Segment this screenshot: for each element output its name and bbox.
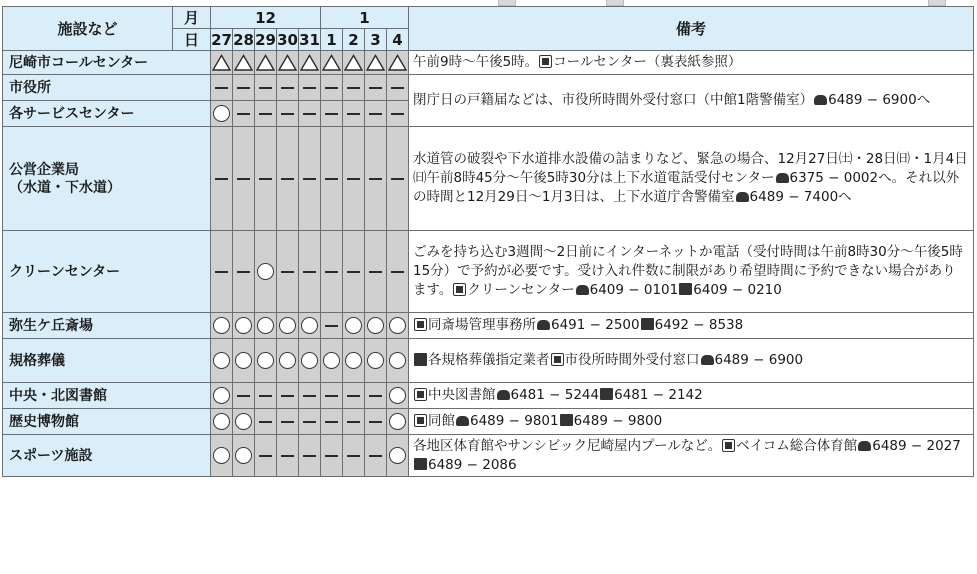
- facility-name: 中央・北図書館: [3, 383, 211, 409]
- closed-dash-icon: [325, 421, 338, 423]
- open-circle-icon: [389, 387, 406, 404]
- fax-icon: [600, 388, 613, 400]
- facility-name: 弥生ケ丘斎場: [3, 313, 211, 339]
- open-circle-icon: [323, 352, 340, 369]
- closed-dash-icon: [259, 113, 272, 115]
- status-cell: [299, 383, 321, 409]
- status-cell: [299, 435, 321, 477]
- closed-dash-icon: [281, 395, 294, 397]
- open-circle-icon: [213, 413, 230, 430]
- day-header: 29: [255, 30, 276, 49]
- open-circle-icon: [235, 317, 252, 334]
- status-cell: [255, 231, 277, 313]
- closed-dash-icon: [303, 455, 316, 457]
- note-text: 市役所時間外受付窓口: [564, 352, 700, 368]
- status-cell: [387, 51, 409, 75]
- day-header: 28: [233, 30, 254, 49]
- open-circle-icon: [301, 317, 318, 334]
- day-header: 4: [387, 29, 409, 51]
- inquiry-icon: [539, 55, 552, 68]
- open-circle-icon: [389, 413, 406, 430]
- status-cell: [387, 127, 409, 231]
- facility-name: クリーンセンター: [3, 231, 211, 313]
- status-cell: [299, 51, 321, 75]
- status-cell: [365, 339, 387, 383]
- status-cell: [255, 51, 277, 75]
- status-cell: [365, 75, 387, 101]
- status-cell: [277, 435, 299, 477]
- partial-triangle-icon: [388, 54, 407, 71]
- note-cell: [409, 409, 974, 435]
- status-cell: [211, 51, 233, 75]
- facility-name: 各サービスセンター: [3, 101, 211, 127]
- closed-dash-icon: [369, 87, 382, 89]
- tel-icon: [701, 355, 714, 365]
- status-cell: [321, 75, 343, 101]
- day-header: 2: [343, 29, 365, 51]
- status-cell: [365, 51, 387, 75]
- status-cell: [211, 313, 233, 339]
- status-cell: [211, 435, 233, 477]
- status-cell: [321, 409, 343, 435]
- closed-dash-icon: [391, 178, 404, 180]
- closed-dash-icon: [303, 113, 316, 115]
- note-text: 6491 − 2500: [551, 317, 640, 333]
- status-cell: [343, 231, 365, 313]
- table-row: [3, 127, 974, 231]
- month-dec: 12: [211, 7, 321, 29]
- closed-dash-icon: [347, 113, 360, 115]
- status-cell: [299, 101, 321, 127]
- status-cell: [299, 339, 321, 383]
- status-cell: [233, 409, 255, 435]
- facility-name: スポーツ施設: [3, 435, 211, 477]
- open-circle-icon: [213, 317, 230, 334]
- open-circle-icon: [235, 352, 252, 369]
- closed-dash-icon: [325, 325, 338, 327]
- open-circle-icon: [213, 352, 230, 369]
- status-cell: [277, 383, 299, 409]
- closed-dash-icon: [237, 271, 250, 273]
- closed-dash-icon: [347, 178, 360, 180]
- status-cell: [255, 383, 277, 409]
- table-row: [3, 383, 974, 409]
- status-cell: [299, 231, 321, 313]
- status-cell: [233, 75, 255, 101]
- closed-dash-icon: [347, 421, 360, 423]
- status-cell: [365, 127, 387, 231]
- open-circle-icon: [345, 352, 362, 369]
- closed-dash-icon: [303, 178, 316, 180]
- note-text: 6409 − 0210: [693, 282, 782, 298]
- status-cell: [255, 409, 277, 435]
- status-cell: [211, 383, 233, 409]
- tel-icon: [736, 192, 749, 202]
- table-row: [3, 51, 974, 75]
- note-text: 6492 − 8538: [654, 317, 744, 333]
- tel-icon: [814, 95, 827, 105]
- status-cell: [321, 127, 343, 231]
- closed-dash-icon: [281, 271, 294, 273]
- closed-dash-icon: [391, 271, 404, 273]
- note-text: 6375 − 0002へ。それ以外の時間と12月29日〜1月3日は、上下水道庁舎警備室: [413, 170, 960, 205]
- status-cell: [321, 435, 343, 477]
- status-cell: [343, 101, 365, 127]
- status-cell: [277, 75, 299, 101]
- status-cell: [387, 101, 409, 127]
- status-cell: [233, 231, 255, 313]
- closed-dash-icon: [215, 178, 228, 180]
- closed-dash-icon: [347, 395, 360, 397]
- closed-dash-icon: [237, 87, 250, 89]
- status-cell: [387, 339, 409, 383]
- status-cell: [233, 51, 255, 75]
- status-cell: [387, 435, 409, 477]
- open-circle-icon: [213, 387, 230, 404]
- note-text: 6489 − 2027: [872, 437, 961, 454]
- open-circle-icon: [367, 317, 384, 334]
- open-circle-icon: [257, 352, 274, 369]
- status-cell: [211, 75, 233, 101]
- holiday-schedule-table: [2, 6, 974, 477]
- closed-dash-icon: [303, 271, 316, 273]
- status-cell: [321, 101, 343, 127]
- partial-triangle-icon: [256, 54, 275, 71]
- facility-header: 施設など: [3, 7, 173, 51]
- status-cell: [233, 383, 255, 409]
- note-text: 水道管の破裂や下水道排水設備の詰まりなど、緊急の場合、12月27日㈯・28日㈰・1月4日㈰午前8時45分〜午後5時30分は上下水道電話受付センター: [413, 151, 968, 186]
- note-text: 6489 − 9801: [470, 413, 559, 429]
- tel-icon: [776, 173, 789, 183]
- status-cell: [211, 339, 233, 383]
- status-cell: [255, 75, 277, 101]
- inquiry-icon: [453, 283, 466, 296]
- day-header: 3: [365, 29, 387, 51]
- open-circle-icon: [213, 447, 230, 464]
- status-cell: [255, 127, 277, 231]
- partial-triangle-icon: [212, 54, 231, 71]
- status-cell: [255, 435, 277, 477]
- closed-dash-icon: [259, 178, 272, 180]
- note-text: 6489 − 2086: [428, 456, 517, 473]
- closed-dash-icon: [259, 455, 272, 457]
- status-cell: [387, 75, 409, 101]
- month-label: 月: [173, 7, 211, 29]
- note-text: 6489 − 6900へ: [828, 92, 931, 108]
- open-circle-icon: [389, 447, 406, 464]
- status-cell: [277, 51, 299, 75]
- inquiry-icon: [414, 388, 427, 401]
- note-text: クリーンセンター: [467, 282, 575, 298]
- open-circle-icon: [257, 317, 274, 334]
- status-cell: [255, 313, 277, 339]
- open-circle-icon: [257, 263, 274, 280]
- status-cell: [233, 435, 255, 477]
- inquiry-icon: [414, 318, 427, 331]
- status-cell: [211, 127, 233, 231]
- closed-dash-icon: [303, 395, 316, 397]
- status-cell: [343, 75, 365, 101]
- month-jan: 1: [321, 7, 409, 29]
- closed-dash-icon: [237, 113, 250, 115]
- closed-dash-icon: [259, 87, 272, 89]
- fax-icon: [414, 458, 427, 470]
- inquiry-icon: [414, 414, 427, 427]
- partial-triangle-icon: [234, 54, 253, 71]
- note-text: 各地区体育館やサンシビック尼崎屋内プールなど。: [413, 437, 722, 454]
- status-cell: [299, 313, 321, 339]
- table-row: [3, 75, 974, 101]
- open-circle-icon: [235, 447, 252, 464]
- closed-dash-icon: [347, 87, 360, 89]
- closed-dash-icon: [325, 87, 338, 89]
- note-text: ごみを持ち込む3週間〜2日前にインターネットか電話（受付時間は午前8時30分〜午後5時15分）で予約が必要です。受け入れ件数に制限があり希望時間に予約できない場合があります。: [413, 244, 963, 298]
- status-cell: [299, 75, 321, 101]
- closed-dash-icon: [237, 395, 250, 397]
- note-text: 6489 − 9800: [573, 413, 663, 429]
- day-header: 30: [277, 30, 298, 49]
- tel-icon: [858, 441, 871, 451]
- status-cell: [387, 231, 409, 313]
- closed-dash-icon: [259, 421, 272, 423]
- open-circle-icon: [367, 352, 384, 369]
- status-cell: [321, 231, 343, 313]
- notes-header: 備考: [409, 7, 974, 51]
- note-text: 6481 − 2142: [614, 387, 703, 403]
- day-header: 31: [299, 30, 320, 49]
- note-cell: [409, 127, 974, 231]
- closed-dash-icon: [325, 455, 338, 457]
- status-cell: [277, 409, 299, 435]
- apply-icon: [414, 353, 427, 366]
- note-cell: [409, 313, 974, 339]
- closed-dash-icon: [215, 87, 228, 89]
- status-cell: [233, 313, 255, 339]
- note-cell: [409, 51, 974, 75]
- closed-dash-icon: [303, 421, 316, 423]
- status-cell: [233, 339, 255, 383]
- note-text: 6481 − 5244: [510, 387, 600, 403]
- closed-dash-icon: [281, 421, 294, 423]
- status-cell: [365, 101, 387, 127]
- status-cell: [277, 127, 299, 231]
- open-circle-icon: [279, 317, 296, 334]
- open-circle-icon: [345, 317, 362, 334]
- note-text: 6489 − 6900: [714, 352, 804, 368]
- status-cell: [365, 383, 387, 409]
- status-cell: [365, 435, 387, 477]
- status-cell: [321, 51, 343, 75]
- status-cell: [277, 101, 299, 127]
- status-cell: [233, 101, 255, 127]
- facility-name: 市役所: [3, 75, 211, 101]
- closed-dash-icon: [281, 178, 294, 180]
- tel-icon: [456, 416, 469, 426]
- facility-name: 規格葬儀: [3, 339, 211, 383]
- note-cell: [409, 339, 974, 383]
- status-cell: [343, 339, 365, 383]
- facility-name: 公営企業局 （水道・下水道）: [3, 127, 211, 231]
- note-text: コールセンター（裏表紙参照）: [553, 54, 742, 70]
- inquiry-icon: [722, 439, 735, 452]
- note-text: ベイコム総合体育館: [736, 437, 858, 454]
- closed-dash-icon: [281, 113, 294, 115]
- closed-dash-icon: [237, 178, 250, 180]
- status-cell: [299, 409, 321, 435]
- closed-dash-icon: [281, 87, 294, 89]
- tel-icon: [537, 320, 550, 330]
- closed-dash-icon: [325, 271, 338, 273]
- status-cell: [387, 383, 409, 409]
- status-cell: [343, 409, 365, 435]
- day-header: 27: [211, 30, 232, 49]
- note-text: 6489 − 7400へ: [749, 189, 852, 205]
- note-text: 6409 − 0101: [589, 282, 679, 298]
- note-text: 中央図書館: [428, 387, 496, 403]
- partial-triangle-icon: [344, 54, 363, 71]
- open-circle-icon: [213, 105, 230, 122]
- facility-name: 歴史博物館: [3, 409, 211, 435]
- status-cell: [321, 339, 343, 383]
- closed-dash-icon: [369, 113, 382, 115]
- closed-dash-icon: [369, 178, 382, 180]
- note-text: 閉庁日の戸籍届などは、市役所時間外受付窓口（中館1階警備室）: [413, 92, 814, 108]
- partial-triangle-icon: [322, 54, 341, 71]
- note-text: 同斎場管理事務所: [428, 317, 536, 333]
- table-row: [3, 313, 974, 339]
- table-row: [3, 339, 974, 383]
- facility-name: 尼崎市コールセンター: [3, 51, 211, 75]
- fax-icon: [641, 318, 654, 330]
- note-cell: [409, 383, 974, 409]
- table-row: [3, 435, 974, 477]
- status-cell: [387, 313, 409, 339]
- status-cell: [277, 231, 299, 313]
- status-cell: [321, 313, 343, 339]
- status-cell: [255, 339, 277, 383]
- closed-dash-icon: [281, 455, 294, 457]
- partial-triangle-icon: [278, 54, 297, 71]
- status-cell: [233, 127, 255, 231]
- status-cell: [277, 313, 299, 339]
- status-cell: [211, 231, 233, 313]
- status-cell: [343, 51, 365, 75]
- tel-icon: [576, 285, 589, 295]
- status-cell: [365, 409, 387, 435]
- closed-dash-icon: [325, 113, 338, 115]
- inquiry-icon: [551, 353, 564, 366]
- status-cell: [387, 409, 409, 435]
- status-cell: [277, 339, 299, 383]
- status-cell: [343, 435, 365, 477]
- open-circle-icon: [235, 413, 252, 430]
- closed-dash-icon: [369, 455, 382, 457]
- status-cell: [255, 101, 277, 127]
- closed-dash-icon: [325, 178, 338, 180]
- closed-dash-icon: [369, 271, 382, 273]
- status-cell: [211, 409, 233, 435]
- closed-dash-icon: [369, 421, 382, 423]
- open-circle-icon: [279, 352, 296, 369]
- note-text: 同館: [428, 413, 455, 429]
- status-cell: [211, 101, 233, 127]
- note-cell: [409, 231, 974, 313]
- status-cell: [343, 383, 365, 409]
- closed-dash-icon: [215, 271, 228, 273]
- status-cell: [299, 127, 321, 231]
- status-cell: [365, 231, 387, 313]
- closed-dash-icon: [259, 395, 272, 397]
- status-cell: [365, 313, 387, 339]
- open-circle-icon: [389, 317, 406, 334]
- closed-dash-icon: [347, 271, 360, 273]
- table-row: [3, 409, 974, 435]
- partial-triangle-icon: [366, 54, 385, 71]
- closed-dash-icon: [391, 113, 404, 115]
- day-header: 1: [321, 29, 343, 51]
- fax-icon: [679, 283, 692, 295]
- fax-icon: [560, 414, 573, 426]
- tel-icon: [497, 390, 510, 400]
- status-cell: [343, 313, 365, 339]
- status-cell: [343, 127, 365, 231]
- status-cell: [321, 383, 343, 409]
- note-cell: [409, 435, 974, 477]
- note-text: 各規格葬儀指定業者: [428, 352, 550, 368]
- closed-dash-icon: [369, 395, 382, 397]
- note-text: 午前9時〜午後5時。: [413, 54, 539, 70]
- table-row: [3, 231, 974, 313]
- open-circle-icon: [301, 352, 318, 369]
- note-cell: [409, 75, 974, 127]
- closed-dash-icon: [347, 455, 360, 457]
- day-label: 日: [173, 29, 211, 51]
- partial-triangle-icon: [300, 54, 319, 71]
- closed-dash-icon: [391, 87, 404, 89]
- open-circle-icon: [389, 352, 406, 369]
- closed-dash-icon: [325, 395, 338, 397]
- closed-dash-icon: [303, 87, 316, 89]
